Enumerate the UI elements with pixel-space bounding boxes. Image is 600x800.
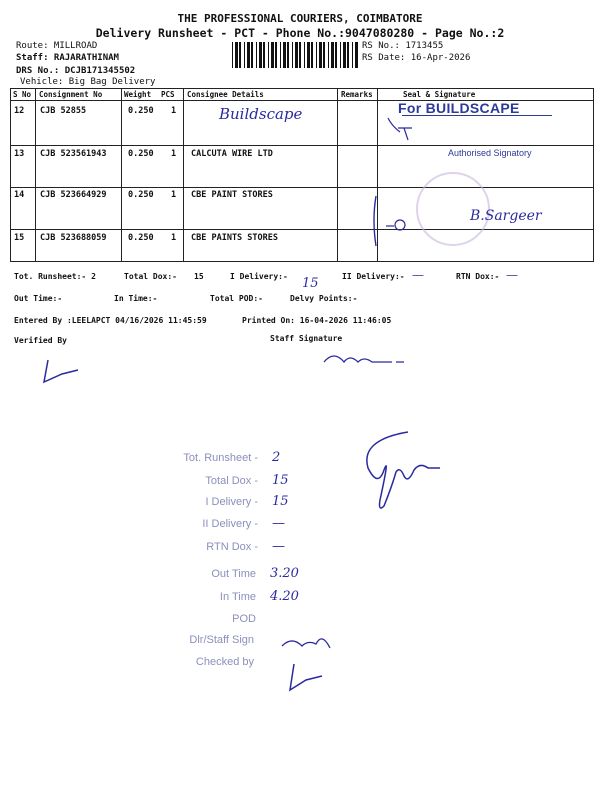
stamp-value: — bbox=[272, 516, 285, 531]
stamp-label: I Delivery - bbox=[205, 496, 258, 508]
rs-date: RS Date: 16-Apr-2026 bbox=[362, 53, 471, 63]
staff-label: Staff: RAJARATHINAM bbox=[16, 53, 119, 63]
staff-signature-label: Staff Signature bbox=[270, 334, 343, 343]
col-remarks: Remarks bbox=[341, 90, 373, 99]
row-12-pcs: 1 bbox=[171, 106, 177, 116]
total-dox-value: 15 bbox=[194, 272, 204, 281]
row-12-consignee-handwritten: Buildscape bbox=[219, 105, 303, 123]
ii-delivery-label: II Delivery:- bbox=[342, 272, 405, 281]
drs-number: DRS No.: DCJB171345502 bbox=[16, 66, 136, 76]
entered-by: Entered By :LEELAPCT 04/16/2026 11:45:59 bbox=[14, 316, 207, 325]
barcode-bar bbox=[244, 42, 245, 68]
ii-delivery-value: — bbox=[412, 268, 424, 282]
stamp-label: II Delivery - bbox=[202, 518, 258, 530]
row-14-weight: 0.250 bbox=[128, 190, 154, 200]
stamp-label: Checked by bbox=[195, 656, 254, 668]
stamp-label: POD bbox=[232, 613, 256, 625]
rs-number: RS No.: 1713455 bbox=[362, 41, 444, 51]
barcode-bar bbox=[235, 42, 238, 68]
row-15-weight: 0.250 bbox=[128, 233, 154, 243]
row-13-sno: 13 bbox=[14, 149, 25, 159]
row-14-consignee: CBE PAINT STORES bbox=[191, 190, 273, 200]
barcode-bar bbox=[259, 42, 262, 68]
barcode-bar bbox=[247, 42, 250, 68]
barcode-bar bbox=[271, 42, 274, 68]
barcode-bar bbox=[292, 42, 293, 68]
barcode-bar bbox=[311, 42, 313, 68]
row-12-sno: 12 bbox=[14, 106, 25, 116]
stamp-label: Tot. Runsheet - bbox=[183, 452, 258, 464]
col-seal: Seal & Signature bbox=[403, 90, 476, 99]
stamp-authorised-signatory: Authorised Signatory bbox=[448, 148, 532, 158]
route-label: Route: MILLROAD bbox=[16, 41, 98, 51]
barcode-bar bbox=[232, 42, 233, 68]
stamp-label: Out Time bbox=[211, 568, 256, 580]
tot-runsheet: Tot. Runsheet:- 2 bbox=[14, 272, 96, 281]
row-13-consignment: CJB 523561943 bbox=[40, 149, 107, 159]
barcode-bar bbox=[268, 42, 269, 68]
barcode-bar bbox=[280, 42, 281, 68]
stamp-label: RTN Dox - bbox=[206, 541, 258, 553]
i-delivery-value: 15 bbox=[302, 276, 319, 291]
out-time-label: Out Time:- bbox=[14, 294, 63, 303]
rtn-dox-value: — bbox=[506, 268, 518, 282]
total-dox-label: Total Dox:- bbox=[124, 272, 177, 281]
barcode bbox=[232, 42, 356, 68]
barcode-bar bbox=[287, 42, 289, 68]
stamp-label: In Time bbox=[219, 591, 256, 603]
stamp-value: 4.20 bbox=[270, 589, 299, 604]
col-weight: Weight bbox=[124, 90, 152, 99]
row-12-consignment: CJB 52855 bbox=[40, 106, 87, 116]
barcode-bar bbox=[295, 42, 298, 68]
barcode-bar bbox=[323, 42, 325, 68]
row-13-pcs: 1 bbox=[171, 149, 177, 159]
barcode-bar bbox=[239, 42, 241, 68]
stamp-underline bbox=[402, 115, 552, 116]
stamp-label: Total Dox - bbox=[205, 475, 258, 487]
stamp-value: 3.20 bbox=[270, 566, 299, 581]
barcode-bar bbox=[340, 42, 341, 68]
barcode-bar bbox=[256, 42, 257, 68]
barcode-bar bbox=[307, 42, 310, 68]
company-title: THE PROFESSIONAL COURIERS, COIMBATORE bbox=[177, 12, 423, 25]
barcode-bar bbox=[352, 42, 353, 68]
row-14-consignment: CJB 523664929 bbox=[40, 190, 107, 200]
barcode-bar bbox=[331, 42, 334, 68]
barcode-bar bbox=[304, 42, 305, 68]
col-consignment: Consignment No bbox=[39, 90, 103, 99]
row-13-weight: 0.250 bbox=[128, 149, 154, 159]
receiver-signature: B.Sargeer bbox=[470, 208, 542, 224]
stamp-value: 2 bbox=[272, 450, 281, 465]
printed-on: Printed On: 16-04-2026 11:46:05 bbox=[242, 316, 392, 325]
col-pcs: PCS bbox=[161, 90, 175, 99]
barcode-bar bbox=[251, 42, 253, 68]
barcode-bar bbox=[347, 42, 349, 68]
row-15-consignee: CBE PAINTS STORES bbox=[191, 233, 278, 243]
barcode-bar bbox=[283, 42, 286, 68]
row-14-pcs: 1 bbox=[171, 190, 177, 200]
vehicle-label: Vehicle: Big Bag Delivery bbox=[20, 77, 156, 87]
total-pod-label: Total POD:- bbox=[210, 294, 263, 303]
stamp-label: Dlr/Staff Sign bbox=[189, 634, 254, 646]
barcode-bar bbox=[263, 42, 265, 68]
stamp-value: 15 bbox=[272, 494, 289, 509]
row-14-sno: 14 bbox=[14, 190, 25, 200]
barcode-bar bbox=[328, 42, 329, 68]
i-delivery-label: I Delivery:- bbox=[230, 272, 288, 281]
runsheet-subtitle: Delivery Runsheet - PCT - Phone No.:9047080280 - Page No.:2 bbox=[95, 26, 505, 40]
rtn-dox-label: RTN Dox:- bbox=[456, 272, 500, 281]
delvy-points-label: Delvy Points:- bbox=[290, 294, 358, 303]
row-15-consignment: CJB 523688059 bbox=[40, 233, 107, 243]
col-sno: S No bbox=[13, 90, 32, 99]
barcode-bar bbox=[319, 42, 322, 68]
col-consignee: Consignee Details bbox=[187, 90, 264, 99]
row-15-pcs: 1 bbox=[171, 233, 177, 243]
stamp-value: — bbox=[272, 539, 285, 554]
barcode-bar bbox=[299, 42, 301, 68]
barcode-bar bbox=[343, 42, 346, 68]
in-time-label: In Time:- bbox=[114, 294, 158, 303]
barcode-bar bbox=[316, 42, 317, 68]
barcode-bar bbox=[355, 42, 358, 68]
verified-by-label: Verified By bbox=[14, 336, 67, 345]
barcode-bar bbox=[335, 42, 337, 68]
stamp-for-buildscape: For BUILDSCAPE bbox=[398, 100, 520, 116]
barcode-bar bbox=[275, 42, 277, 68]
stamp-value: 15 bbox=[272, 473, 289, 488]
row-13-consignee: CALCUTA WIRE LTD bbox=[191, 149, 273, 159]
row-12-weight: 0.250 bbox=[128, 106, 154, 116]
row-15-sno: 15 bbox=[14, 233, 25, 243]
